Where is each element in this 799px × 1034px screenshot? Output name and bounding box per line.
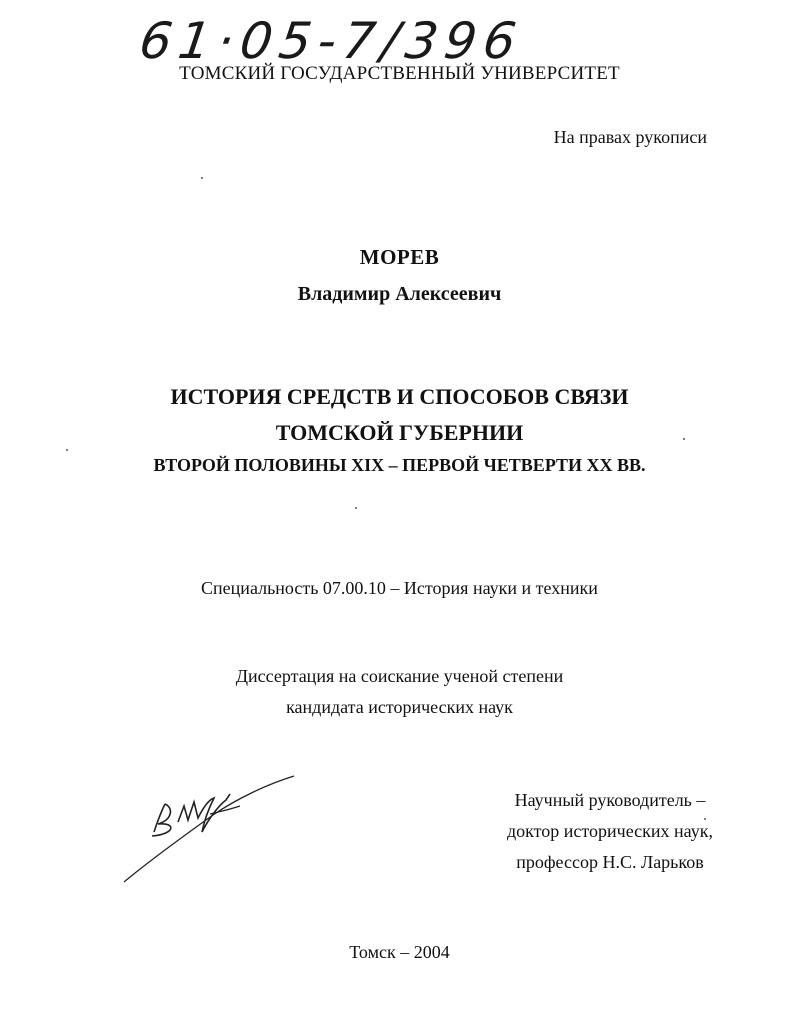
dissertation-line-1: Диссертация на соискание ученой степени	[235, 666, 564, 686]
supervisor-line-2: доктор исторических наук,	[507, 821, 713, 841]
handwritten-catalog-number: 61·05-7/396	[135, 12, 527, 70]
scan-speck	[704, 818, 706, 820]
university-name: ТОМСКИЙ ГОСУДАРСТВЕННЫЙ УНИВЕРСИТЕТ	[179, 63, 620, 84]
author-given-names: Владимир Алексеевич	[297, 283, 502, 305]
rights-notice: На правах рукописи	[553, 127, 707, 147]
title-line-3: ВТОРОЙ ПОЛОВИНЫ XIX – ПЕРВОЙ ЧЕТВЕРТИ XX ВВ.	[153, 455, 646, 475]
supervisor-line-1: Научный руководитель –	[514, 790, 706, 810]
city-year: Томск – 2004	[349, 942, 450, 962]
scan-speck	[683, 438, 685, 440]
specialty: Специальность 07.00.10 – История науки и техники	[201, 578, 598, 598]
handwritten-signature	[118, 770, 303, 890]
dissertation-line-2: кандидата исторических наук	[286, 697, 513, 717]
scan-speck	[66, 449, 68, 451]
author-surname: МОРЕВ	[359, 245, 440, 269]
scan-speck	[355, 507, 357, 509]
scan-speck	[201, 177, 203, 179]
title-line-2: ТОМСКОЙ ГУБЕРНИИ	[275, 420, 524, 445]
title-line-1: ИСТОРИЯ СРЕДСТВ И СПОСОБОВ СВЯЗИ	[170, 384, 629, 409]
supervisor-line-3: профессор Н.С. Ларьков	[516, 852, 704, 872]
